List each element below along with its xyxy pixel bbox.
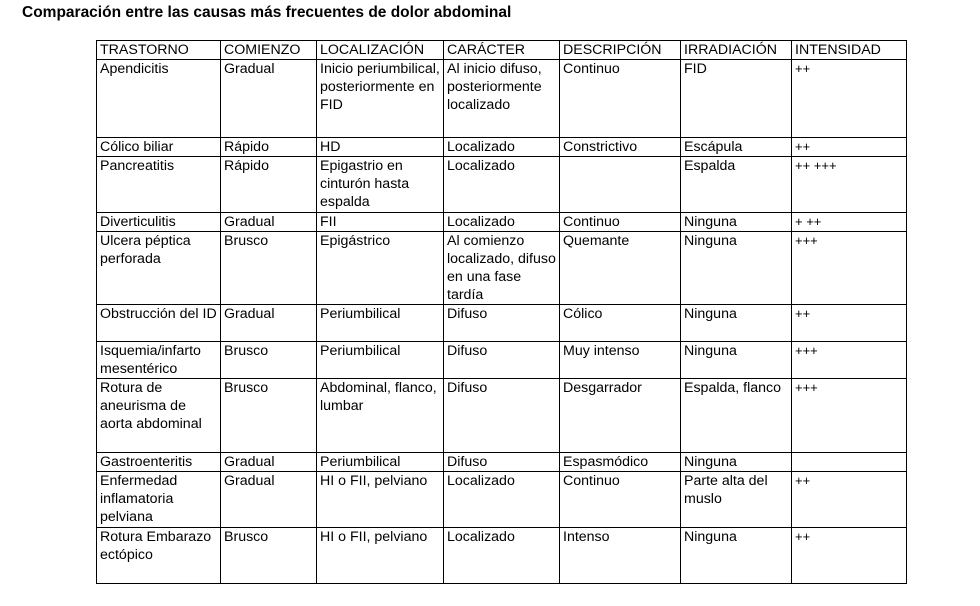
cell-trastorno: Diverticulitis	[97, 213, 221, 232]
cell-caracter: Localizado	[444, 472, 560, 528]
cell-localizacion: HI o FII, pelviano	[317, 472, 444, 528]
cell-trastorno: Ulcera péptica perforada	[97, 232, 221, 305]
cell-caracter: Localizado	[444, 528, 560, 584]
cell-descripcion: Intenso	[560, 528, 681, 584]
cell-irradiacion: Espalda	[681, 157, 792, 213]
cell-intensidad: +++	[792, 342, 907, 379]
cell-irradiacion: FID	[681, 60, 792, 138]
cell-caracter: Al inicio difuso, posteriormente localizado	[444, 60, 560, 138]
cell-comienzo: Brusco	[221, 342, 317, 379]
header-comienzo: COMIENZO	[221, 41, 317, 60]
cell-caracter: Difuso	[444, 453, 560, 472]
cell-localizacion: FII	[317, 213, 444, 232]
cell-descripcion: Quemante	[560, 232, 681, 305]
cell-localizacion: HD	[317, 138, 444, 157]
cell-localizacion: Abdominal, flanco, lumbar	[317, 379, 444, 453]
header-intensidad: INTENSIDAD	[792, 41, 907, 60]
cell-trastorno: Isquemia/infarto mesentérico	[97, 342, 221, 379]
cell-comienzo: Brusco	[221, 528, 317, 584]
cell-comienzo: Gradual	[221, 305, 317, 342]
cell-trastorno: Rotura de aneurisma de aorta abdominal	[97, 379, 221, 453]
table-row	[97, 305, 907, 342]
cell-localizacion: HI o FII, pelviano	[317, 528, 444, 584]
table-row	[97, 138, 907, 157]
cell-comienzo: Brusco	[221, 232, 317, 305]
cell-comienzo: Gradual	[221, 453, 317, 472]
cell-descripcion: Espasmódico	[560, 453, 681, 472]
document-title: Comparación entre las causas más frecuentes de dolor abdominal	[22, 4, 512, 21]
cell-descripcion: Continuo	[560, 213, 681, 232]
cell-descripcion: Continuo	[560, 60, 681, 138]
cell-irradiacion: Ninguna	[681, 213, 792, 232]
cell-irradiacion: Ninguna	[681, 528, 792, 584]
cell-trastorno: Enfermedad inflamatoria pelviana	[97, 472, 221, 528]
cell-irradiacion: Espalda, flanco	[681, 379, 792, 453]
table-row	[97, 157, 907, 213]
table-row	[97, 472, 907, 528]
cell-localizacion: Epigástrico	[317, 232, 444, 305]
cell-irradiacion: Escápula	[681, 138, 792, 157]
table-row	[97, 528, 907, 584]
cell-trastorno: Obstrucción del ID	[97, 305, 221, 342]
cell-caracter: Al comienzo localizado, difuso en una fase tardía	[444, 232, 560, 305]
cell-intensidad: +++	[792, 232, 907, 305]
cell-intensidad: ++ +++	[792, 157, 907, 213]
table-row	[97, 60, 907, 138]
cell-caracter: Localizado	[444, 157, 560, 213]
header-trastorno: TRASTORNO	[97, 41, 221, 60]
cell-irradiacion: Ninguna	[681, 305, 792, 342]
cell-trastorno: Pancreatitis	[97, 157, 221, 213]
cell-comienzo: Rápido	[221, 157, 317, 213]
cell-intensidad: +++	[792, 379, 907, 453]
cell-intensidad: ++	[792, 528, 907, 584]
table-row	[97, 453, 907, 472]
cell-trastorno: Gastroenteritis	[97, 453, 221, 472]
cell-comienzo: Gradual	[221, 60, 317, 138]
cell-localizacion: Inicio periumbilical, posteriormente en FID	[317, 60, 444, 138]
cell-descripcion	[560, 157, 681, 213]
table-row	[97, 379, 907, 453]
cell-caracter: Difuso	[444, 305, 560, 342]
table-row	[97, 213, 907, 232]
cell-caracter: Localizado	[444, 213, 560, 232]
cell-localizacion: Periumbilical	[317, 453, 444, 472]
cell-comienzo: Gradual	[221, 213, 317, 232]
cell-comienzo: Rápido	[221, 138, 317, 157]
header-row	[97, 41, 907, 60]
cell-irradiacion: Ninguna	[681, 453, 792, 472]
cell-descripcion: Muy intenso	[560, 342, 681, 379]
cell-localizacion: Epigastrio en cinturón hasta espalda	[317, 157, 444, 213]
cell-descripcion: Desgarrador	[560, 379, 681, 453]
cell-trastorno: Rotura Embarazo ectópico	[97, 528, 221, 584]
cell-descripcion: Continuo	[560, 472, 681, 528]
cell-intensidad: ++	[792, 138, 907, 157]
header-caracter: CARÁCTER	[444, 41, 560, 60]
cell-intensidad: ++	[792, 60, 907, 138]
cell-localizacion: Periumbilical	[317, 342, 444, 379]
cell-caracter: Difuso	[444, 379, 560, 453]
cell-irradiacion: Parte alta del muslo	[681, 472, 792, 528]
cell-descripcion: Cólico	[560, 305, 681, 342]
cell-localizacion: Periumbilical	[317, 305, 444, 342]
cell-caracter: Localizado	[444, 138, 560, 157]
header-irradiacion: IRRADIACIÓN	[681, 41, 792, 60]
header-localizacion: LOCALIZACIÓN	[317, 41, 444, 60]
cell-comienzo: Brusco	[221, 379, 317, 453]
cell-intensidad	[792, 453, 907, 472]
cell-intensidad: + ++	[792, 213, 907, 232]
table-row	[97, 342, 907, 379]
cell-descripcion: Constrictivo	[560, 138, 681, 157]
cell-trastorno: Cólico biliar	[97, 138, 221, 157]
comparison-table	[96, 40, 907, 584]
cell-comienzo: Gradual	[221, 472, 317, 528]
cell-irradiacion: Ninguna	[681, 232, 792, 305]
cell-intensidad: ++	[792, 472, 907, 528]
table-row	[97, 232, 907, 305]
header-descripcion: DESCRIPCIÓN	[560, 41, 681, 60]
cell-trastorno: Apendicitis	[97, 60, 221, 138]
cell-intensidad: ++	[792, 305, 907, 342]
cell-caracter: Difuso	[444, 342, 560, 379]
cell-irradiacion: Ninguna	[681, 342, 792, 379]
